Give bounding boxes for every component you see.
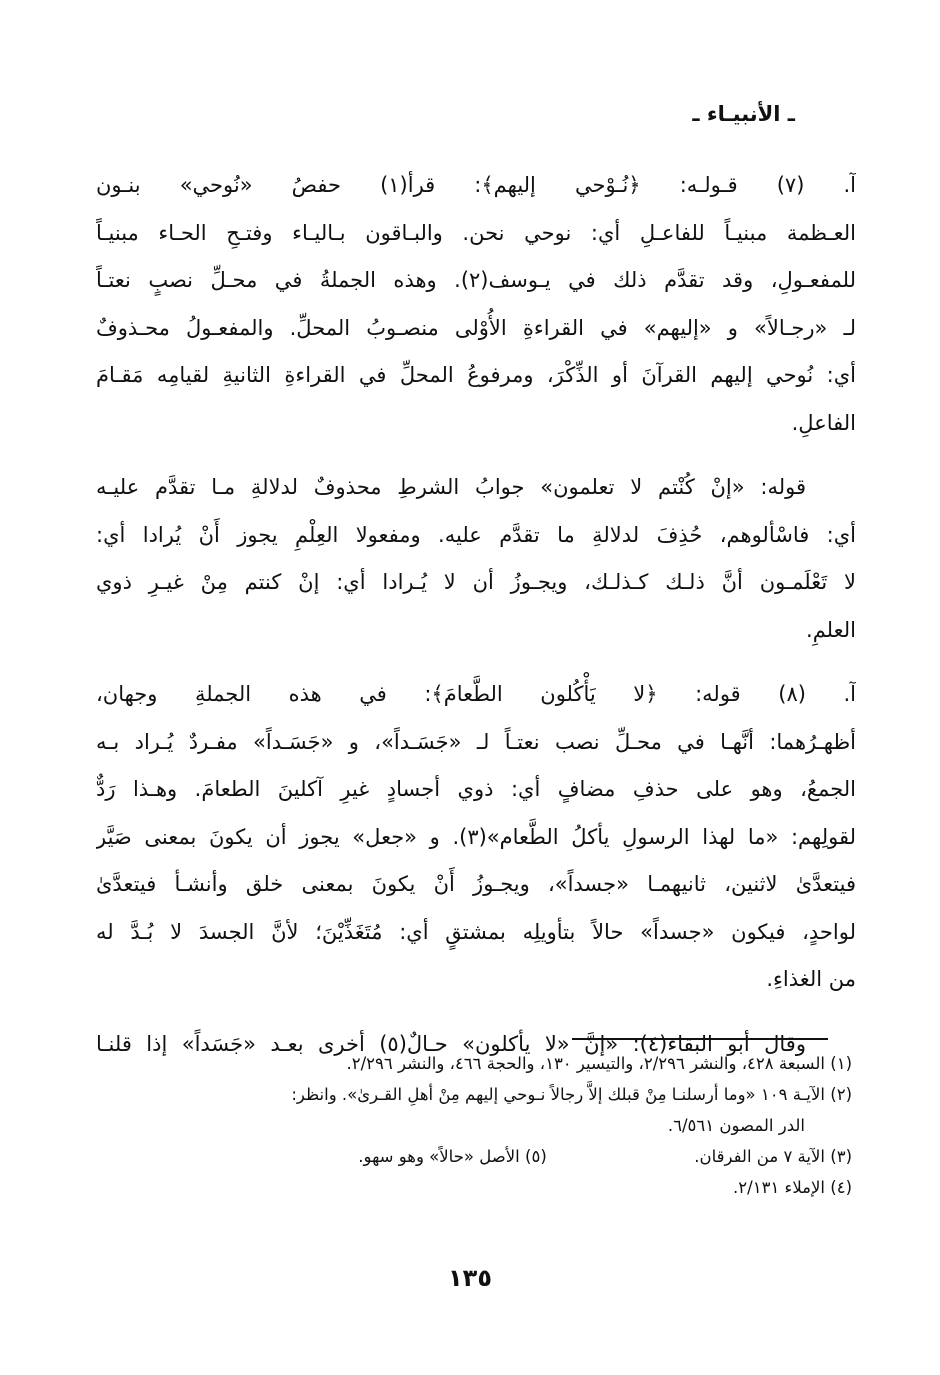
main-text <box>96 162 856 1085</box>
text-line: العلمِ. <box>806 617 856 642</box>
paragraph-verse-8 <box>96 671 856 1004</box>
text-line: لقولِهم: «ما لهذا الرسولِ يأكلُ الطَّعام»(٣). و «جعل» يجوز أن يكونَ بمعنى صَيَّر <box>96 824 856 849</box>
text-line: للمفعـولِ، وقد تقدَّم ذلك في يـوسف(٢). وهذه الجملةُ في محـلِّ نصبٍ نعتـاً <box>96 268 856 292</box>
text-line: لـ «رجـالاً» و «إليهم» في القراءةِ الأُوْلى منصـوبُ المحلِّ. والمفعـولُ محـذوفٌ <box>96 315 856 340</box>
text-line: وقال أبو البقاء(٤): «إنَّ «لا يأكلون» حـالٌ(٥) أخرى بعـد «جَسَداً» إذا قلنـا <box>96 1031 806 1056</box>
footnotes <box>92 1048 852 1203</box>
text-line: آ. (٧) قـولـه: ﴿نُـوْحي إليهم﴾: قرأ(١) حفصُ «نُوحي» بنـون <box>96 173 856 197</box>
footnote-divider <box>572 1038 828 1040</box>
text-line: الفاعلِ. <box>791 410 856 435</box>
footnote-3: (٣) الآية ٧ من الفرقان. <box>694 1147 852 1166</box>
text-line: أي: نُوحي إليهم القرآنَ أو الذِّكْرَ، ومرفوعُ المحلِّ في القراءةِ الثانيةِ لقيامِه مَقـامَ <box>96 363 856 387</box>
paragraph-in-kuntum <box>96 464 856 654</box>
text-line: من الغذاءِ. <box>766 967 856 991</box>
running-header: ـ الأنبيـاء ـ <box>692 102 795 126</box>
footnote-5: (٥) الأصل «حالاً» وهو سهو. <box>358 1147 547 1166</box>
footnote-2-continuation: الدر المصون ٦/٥٦١. <box>667 1116 805 1135</box>
page-number: ١٣٥ <box>448 1264 492 1292</box>
footnote-row-3-5 <box>92 1141 852 1172</box>
text-line: أظهـرُهما: أنَّهـا في محـلِّ نصب نعتـاً لـ «جَسَـداً»، و «جَسَـداً» مفـردٌ يُـراد بـه <box>96 729 856 754</box>
paragraph-verse-7 <box>96 162 856 447</box>
footnote-2: (٢) الآيـة ١٠٩ «وما أرسلنـا مِنْ قبلك إلاَّ رجالاً نـوحي إليهم مِنْ أهلِ القـرىٰ». وانظر: <box>291 1085 852 1104</box>
text-line: أي: فاسْألوهم، حُذِفَ لدلالةِ ما تقدَّم عليه. ومفعولا العِلْمِ يجوز أَنْ يُرادا أي: <box>96 522 856 547</box>
text-line: فيتعدَّىٰ لاثنين، ثانيهمـا «جسداً»، ويجـوزُ أَنْ يكونَ بمعنى خلق وأنشـأ فيتعدَّىٰ <box>96 872 856 896</box>
footnote-4: (٤) الإملاء ٢/١٣١. <box>733 1178 852 1197</box>
footnote-1: (١) السبعة ٤٢٨، والنشر ٢/٢٩٦، والتيسير ١٣٠، والحجة ٤٦٦، والنشر ٢/٢٩٦. <box>346 1054 852 1073</box>
text-line: الجمعُ، وهو على حذفِ مضافٍ أي: ذوي أجسادٍ غيرِ آكلينَ الطعامَ. وهـذا رَدٌّ <box>96 777 856 801</box>
text-line: لواحدٍ، فيكون «جسداً» حالاً بتأويلِه بمشتقٍ أي: مُتَغَذِّيْنَ؛ لأنَّ الجسدَ لا بُـدَّ له <box>96 919 856 944</box>
text-line: العـظمة مبنيـاً للفاعـلِ أي: نوحي نحن. والبـاقون بـاليـاء وفتـحِ الحـاء مبنيـاً <box>96 220 856 245</box>
text-line: آ. (٨) قوله: ﴿لا يَأْكُلون الطَّعامَ﴾: في هذه الجملةِ وجهان، <box>96 682 856 706</box>
text-line: قوله: «إنْ كُنْتم لا تعلمون» جوابُ الشرطِ محذوفٌ لدلالةِ مـا تقدَّم عليـه <box>96 475 806 499</box>
text-line: لا تَعْلَمـون أنَّ ذلـك كـذلـك، ويجـوزُ أن لا يُـرادا أي: إنْ كنتم مِنْ غيـرِ ذوي <box>96 570 856 594</box>
